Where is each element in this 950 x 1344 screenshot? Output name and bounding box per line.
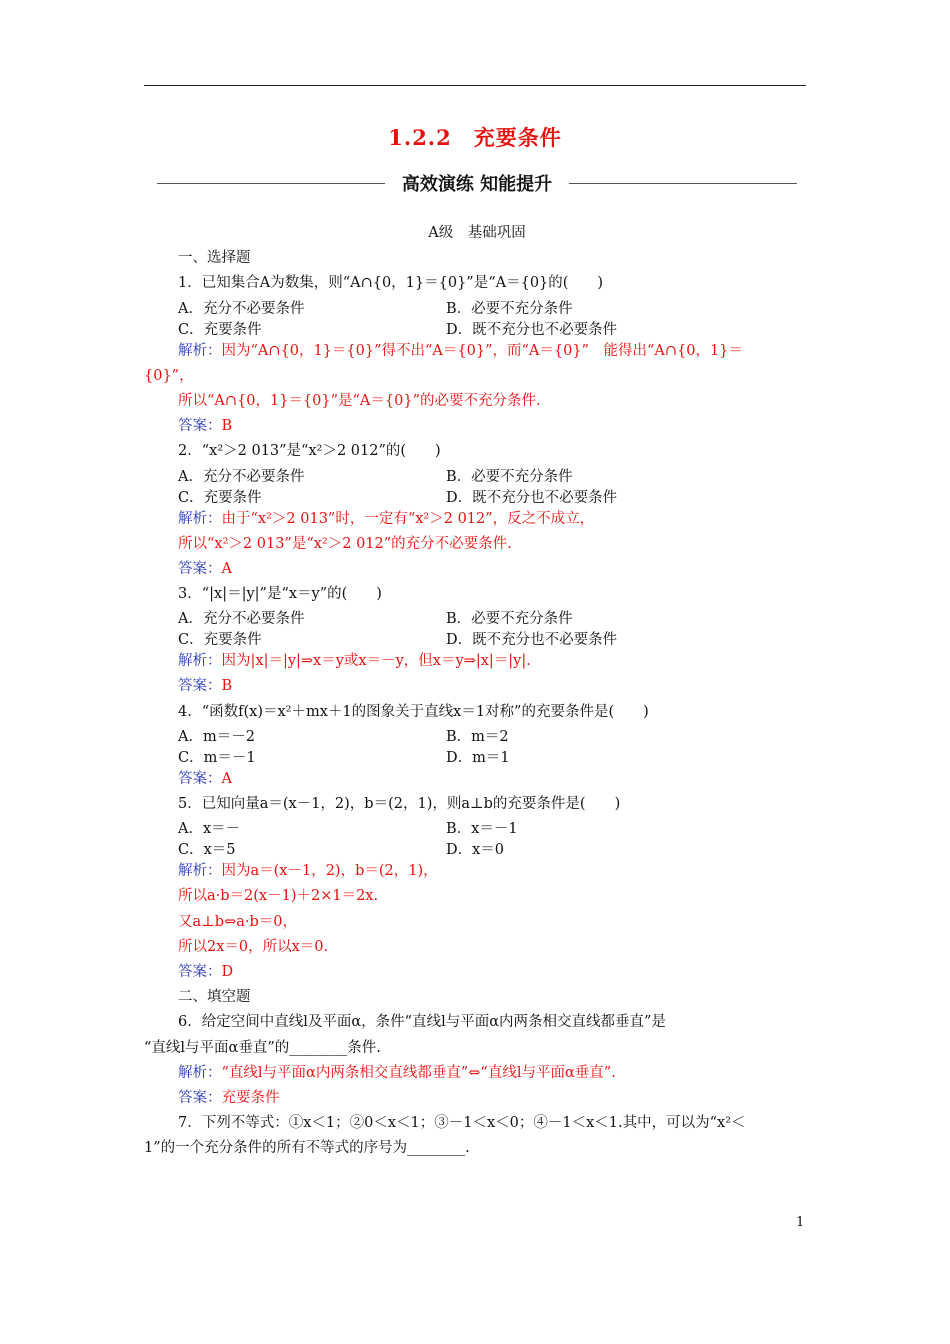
explanation-label: 解析： [178, 863, 222, 880]
explanation-label: 解析： [178, 1064, 222, 1081]
level-heading: A级 基础巩固 [428, 225, 526, 241]
explanation-text: 因为|x|＝|y|⇒x＝y或x＝－y，但x＝y⇒|x|＝|y|. [221, 653, 531, 670]
option-a: A．充分不必要条件 [178, 611, 305, 628]
answer-value: B [221, 418, 233, 435]
question-1-stem: 1．已知集合A为数集，则“A∩{0，1}＝{0}”是“A＝{0}的( ) [178, 275, 604, 292]
answer-value: D [221, 963, 234, 980]
option-d: D．既不充分也不必要条件 [446, 489, 618, 506]
question-6-stem: 6．给定空间中直线l及平面α，条件“直线l与平面α内两条相交直线都垂直”是 [178, 1014, 666, 1031]
option-a: A．充分不必要条件 [178, 468, 305, 485]
answer-label: 答案： [178, 418, 222, 435]
answer-label: 答案： [178, 1089, 222, 1106]
option-d: D．既不充分也不必要条件 [446, 632, 618, 649]
question-1-options [144, 297, 810, 318]
subtitle-rule-right [569, 183, 797, 184]
option-d: D．既不充分也不必要条件 [446, 321, 618, 338]
option-c: C．充要条件 [178, 489, 262, 506]
question-3-explanation [144, 649, 810, 674]
question-1-explanation [144, 339, 810, 364]
option-c: C．充要条件 [178, 632, 262, 649]
subtitle: 高效演练 知能提升 [401, 174, 553, 195]
section-heading: 二、填空题 [178, 989, 251, 1006]
answer-label: 答案： [178, 963, 222, 980]
question-3-options [144, 628, 810, 649]
page-title: 1.2.2 充要条件 [388, 125, 562, 150]
option-a: A．x＝－ [178, 821, 241, 838]
section-heading: 一、选择题 [178, 250, 251, 267]
question-6-stem: “直线l与平面α垂直”的________条件. [144, 1039, 381, 1056]
explanation-label: 解析： [178, 510, 222, 527]
subtitle-banner [157, 170, 797, 198]
question-5-stem: 5．已知向量a＝(x－1，2)，b＝(2，1)，则a⊥b的充要条件是( ) [178, 796, 621, 812]
question-1-explanation: 所以“A∩{0，1}＝{0}”是“A＝{0}”的必要不充分条件. [178, 392, 541, 409]
question-5-explanation: 又a⊥b⇔a·b＝0， [178, 913, 297, 930]
question-1-options [144, 318, 810, 339]
option-b: B．必要不充分条件 [446, 611, 573, 628]
question-6-answer [144, 1086, 810, 1111]
question-4-answer [144, 767, 810, 792]
answer-value: A [221, 770, 232, 787]
question-1-explanation: {0}”， [144, 367, 194, 384]
question-2-explanation: 所以“x²＞2 013”是“x²＞2 012”的充分不必要条件. [178, 535, 512, 552]
question-5-explanation: 所以a·b＝2(x－1)＋2×1＝2x. [178, 888, 379, 905]
page-number: 1 [796, 1215, 805, 1230]
question-2-options [144, 486, 810, 507]
question-3-answer [144, 674, 810, 699]
option-c: C．x＝5 [178, 842, 236, 859]
question-5-explanation [144, 859, 810, 884]
question-1-answer [144, 414, 810, 439]
question-2-explanation [144, 507, 810, 532]
option-a: A．m＝－2 [178, 728, 255, 745]
question-4-options [144, 746, 810, 767]
header-rule [144, 85, 806, 86]
option-b: B．必要不充分条件 [446, 300, 573, 317]
question-5-answer [144, 960, 810, 985]
question-5-options [144, 817, 810, 838]
question-3-stem: 3．“|x|＝|y|”是“x＝y”的( ) [178, 586, 382, 603]
explanation-label: 解析： [178, 653, 222, 670]
option-a: A．充分不必要条件 [178, 300, 305, 317]
document-body [144, 221, 810, 1161]
option-d: D．x＝0 [446, 842, 505, 859]
option-b: B．x＝－1 [446, 821, 518, 838]
explanation-text: 因为a＝(x－1，2)，b＝(2，1)， [221, 863, 438, 880]
answer-label: 答案： [178, 560, 222, 577]
question-7-stem: 7．下列不等式：①x＜1；②0＜x＜1；③－1＜x＜0；④－1＜x＜1.其中，可以为“x²＜ [178, 1115, 746, 1132]
explanation-label: 解析： [178, 342, 222, 359]
question-3-options [144, 607, 810, 628]
question-6-explanation [144, 1061, 810, 1086]
answer-label: 答案： [178, 678, 222, 695]
answer-value: B [221, 678, 233, 695]
question-2-answer [144, 557, 810, 582]
answer-value: A [221, 560, 232, 577]
explanation-text: 因为“A∩{0，1}＝{0}”得不出“A＝{0}”，而“A＝{0}” 能得出“A∩{0，1}＝ [221, 342, 743, 359]
option-d: D．m＝1 [446, 749, 510, 766]
question-7-stem: 1”的一个充分条件的所有不等式的序号为________. [144, 1140, 470, 1157]
option-c: C．充要条件 [178, 321, 262, 338]
explanation-text: “直线l与平面α内两条相交直线都垂直”⇔“直线l与平面α垂直”. [221, 1064, 616, 1081]
question-4-options [144, 725, 810, 746]
option-b: B．m＝2 [446, 728, 509, 745]
question-5-explanation: 所以2x＝0，所以x＝0. [178, 938, 329, 955]
question-4-stem: 4．“函数f(x)＝x²＋mx＋1的图象关于直线x＝1对称”的充要条件是( ) [178, 703, 649, 720]
question-5-options [144, 838, 810, 859]
answer-value: 充要条件 [221, 1089, 280, 1106]
explanation-text: 由于“x²＞2 013”时，一定有“x²＞2 012”，反之不成立， [221, 510, 595, 527]
question-2-stem: 2．“x²＞2 013”是“x²＞2 012”的( ) [178, 443, 441, 460]
option-c: C．m＝－1 [178, 749, 256, 766]
question-2-options [144, 465, 810, 486]
answer-label: 答案： [178, 770, 222, 787]
option-b: B．必要不充分条件 [446, 468, 573, 485]
